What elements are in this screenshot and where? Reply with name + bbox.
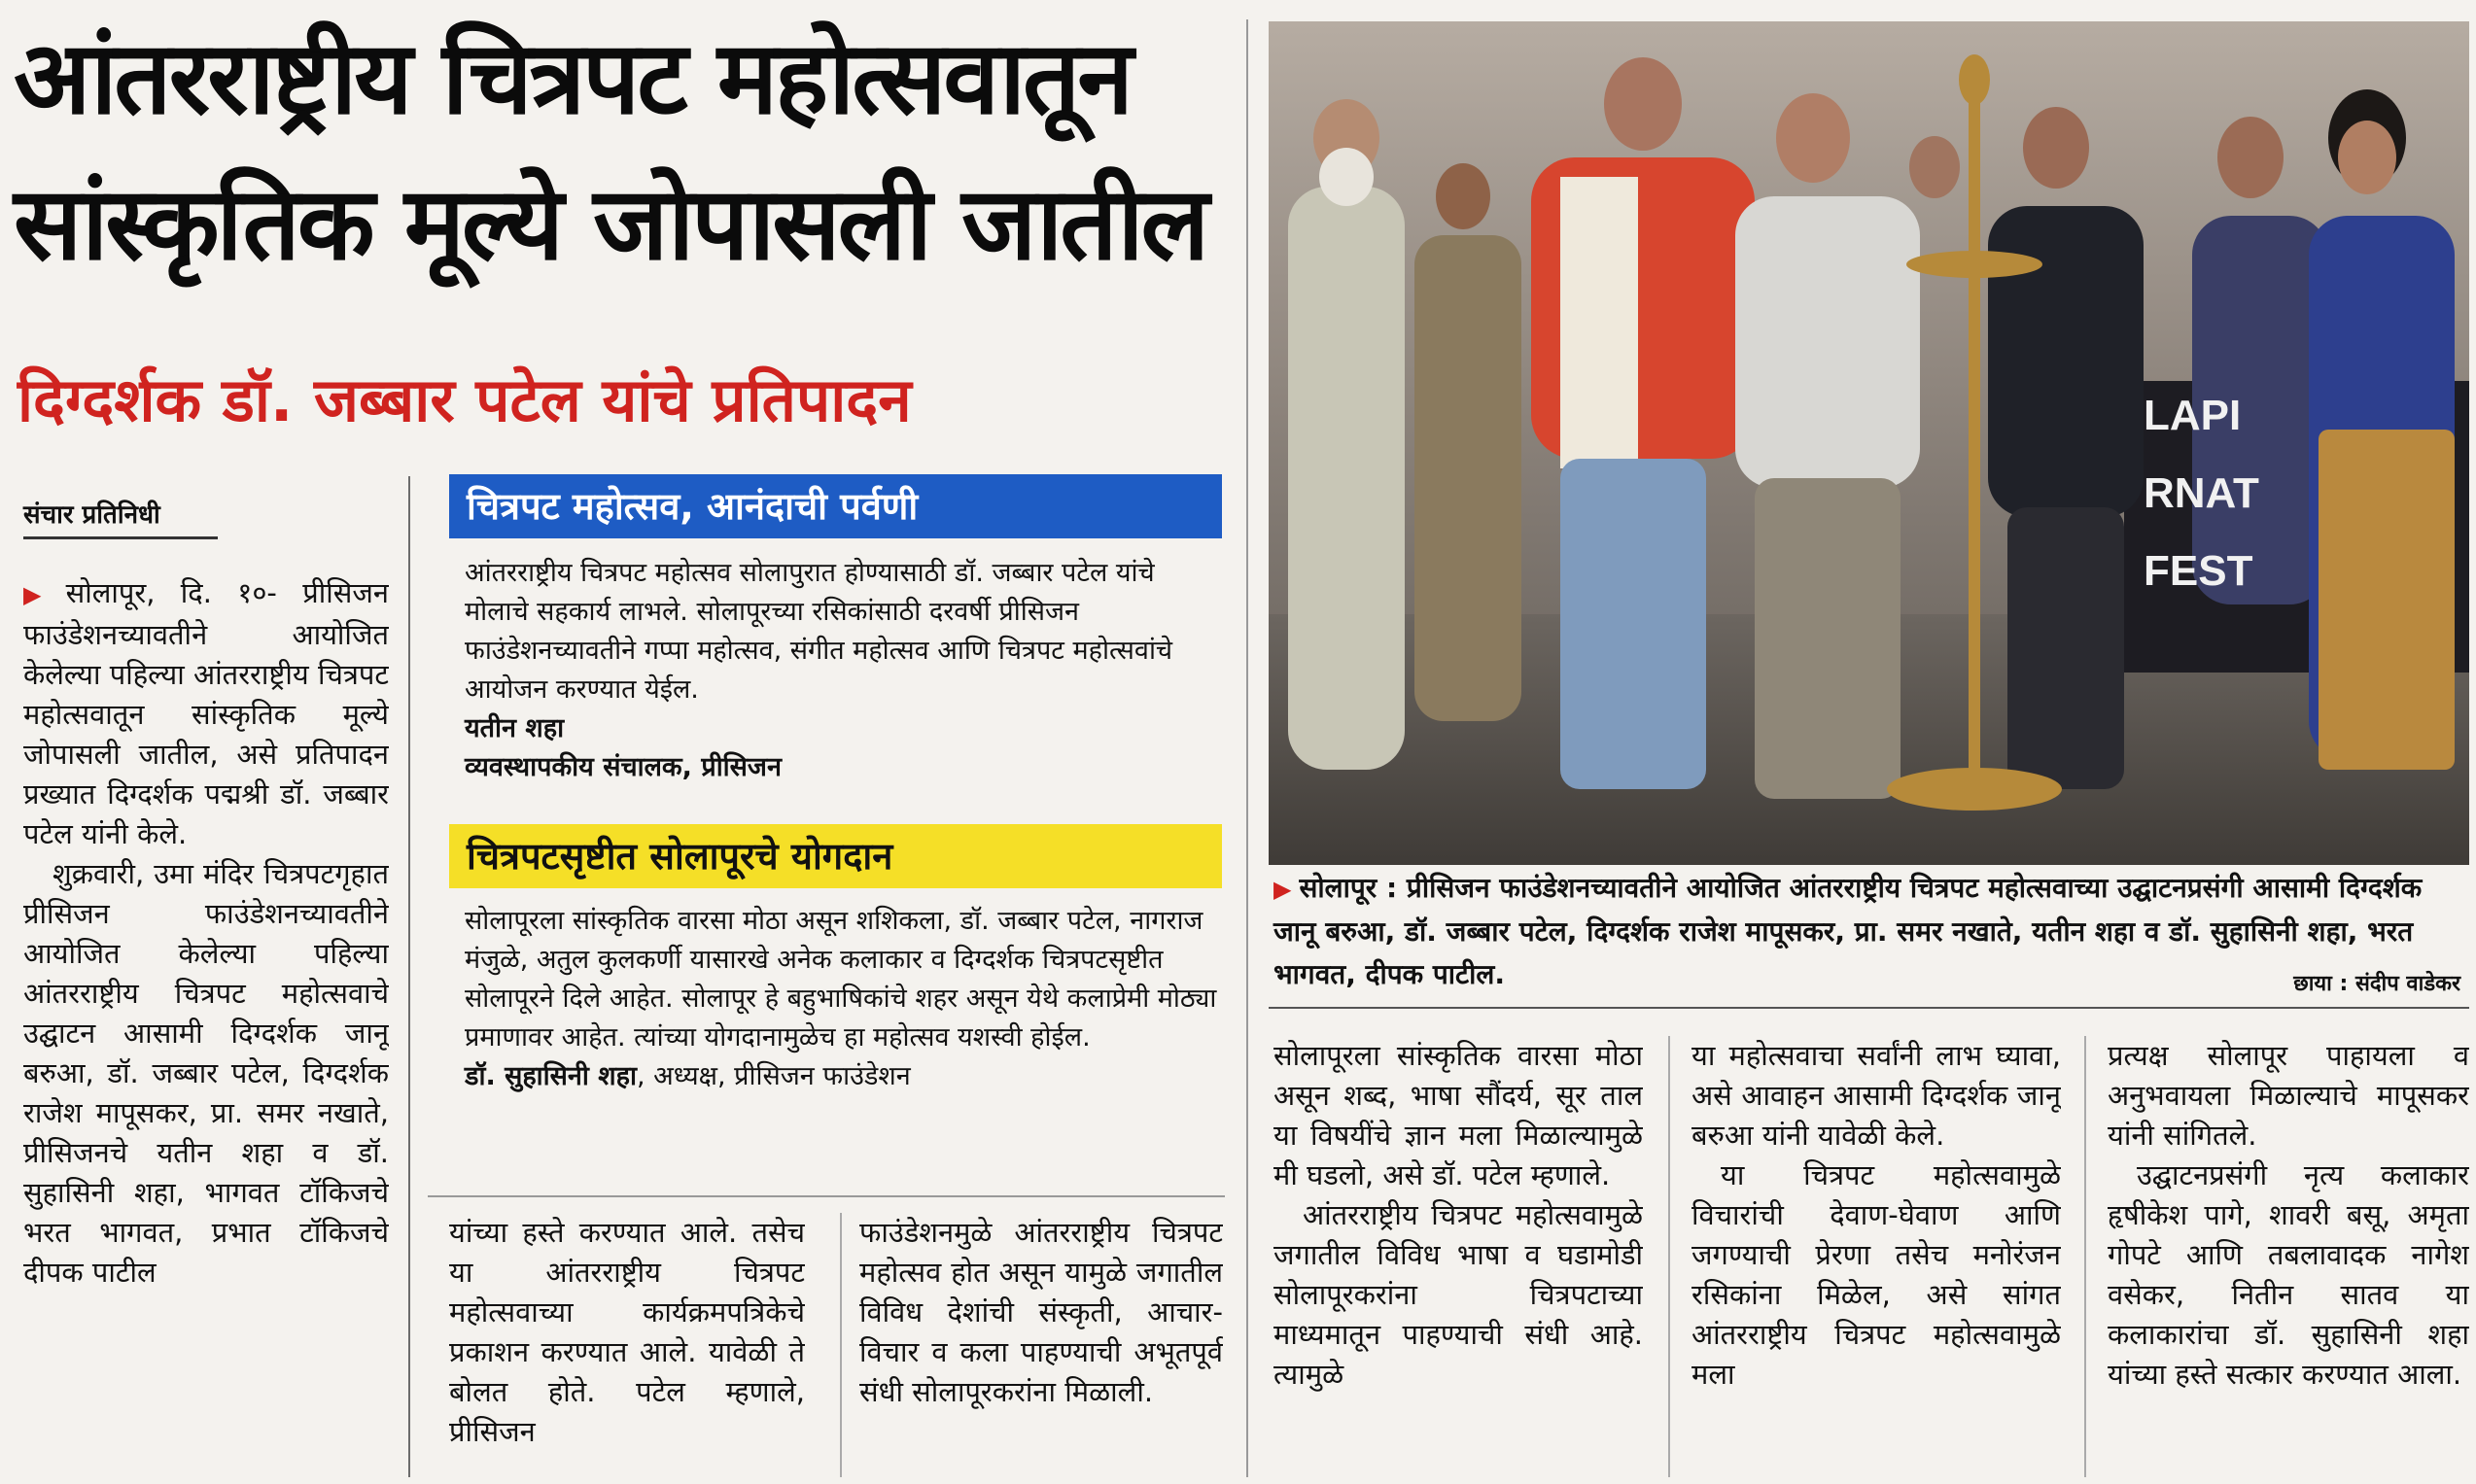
byline: संचार प्रतिनिधी [23,500,160,530]
column-3-text: फाउंडेशनमुळे आंतरराष्ट्रीय चित्रपट महोत्सव होत असून यामुळे जगातील विविध देशांची संस्कृती, आचार-विचार व कला पाहण्याची अभूतपूर्व संधी सोलापूरकरांना मिळाली. [859,1216,1223,1408]
headline-line-1: आंतरराष्ट्रीय चित्रपट महोत्सवातून [14,18,1132,137]
column-1-paragraph-2: शुक्रवारी, उमा मंदिर चित्रपटगृहात प्रीसिजन फाउंडेशनच्यावतीने आयोजित केलेल्या पहिल्या आंतरराष्ट्रीय चित्रपट महोत्सवाचे उद्घाटन आसामी दिग्दर्शक जानू बरुआ, डॉ. जब्बार पटेल, दिग्दर्शक राजेश मापूसकर, प्रा. समर नखाते, प्रीसिजनचे यतीन शहा व डॉ. सुहासिनी शहा, भागवत टॉकिजचे भरत भागवत, प्रभात टॉकिजचे दीपक पाटील [23,857,389,1289]
column-divider [840,1213,842,1477]
column-5-paragraph-2: या चित्रपट महोत्सवामुळे विचारांची देवाण-घेवाण आणि जगण्याची प्रेरणा तसेच मनोरंजन रसिकांना मिळेल, असे सांगत आंतरराष्ट्रीय चित्रपट महोत्सवामुळे मला [1691,1158,2061,1391]
photo-banner-line-2: RNAT [2144,469,2259,517]
caption-arrow-icon: ▶ [1273,876,1292,903]
page-divider [1246,19,1248,1477]
column-5-paragraph-1: या महोत्सवाचा सर्वांनी लाभ घ्यावा, असे आवाहन आसामी दिग्दर्शक जानू बरुआ यांनी यावेळी केले. [1691,1039,2061,1152]
box-1-designation: व्यवस्थापकीय संचालक, प्रीसिजन [465,752,782,782]
box-2-body [465,902,1218,1096]
box-2-text: सोलापूरला सांस्कृतिक वारसा मोठा असून शशिकला, डॉ. जब्बार पटेल, नागराज मंजुळे, अतुल कुलकर्णी यासारखे अनेक कलाकार व दिग्दर्शक चित्रपटसृष्टीत सोलापूरने दिले आहेत. सोलापूर हे बहुभाषिकांचे शहर असून येथे कलाप्रेमी मोठ्या प्रमाणावर आहेत. त्यांच्या योगदानामुळेच हा महोत्सव यशस्वी होईल. [465,906,1217,1053]
column-4-paragraph-2: आंतरराष्ट्रीय चित्रपट महोत्सवामुळे जगातील विविध भाषा व घडामोडी सोलापूरकरांना चित्रपटाच्या माध्यमातून पाहण्याची संधी आहे. त्यामुळे [1273,1198,1643,1391]
byline-underline [23,536,218,539]
column-2-text: यांच्या हस्ते करण्यात आले. तसेच या आंतरराष्ट्रीय चित्रपट महोत्सवाच्या कार्यक्रमपत्रिकेचे प्रकाशन करण्यात आले. यावेळी ते बोलत होते. पटेल म्हणाले, प्रीसिजन [449,1216,805,1448]
bullet-arrow-icon: ▶ [23,581,58,608]
box-2-designation: , अध्यक्ष, प्रीसिजन फाउंडेशन [637,1061,911,1091]
column-divider [1668,1036,1670,1477]
caption-rule [1269,1007,2469,1009]
box-1-signer: यतीन शहा [465,713,565,743]
photo-banner-line-3: FEST [2144,547,2253,595]
box-2-signer: डॉ. सुहासिनी शहा [465,1061,637,1091]
column-6-paragraph-2: उद्घाटनप्रसंगी नृत्य कलाकार हृषीकेश पागे, शावरी बसू, अमृता गोपटे आणि तबलावादक नागेश वसेकर, नितीन सातव या कलाकारांचा डॉ. सुहासिनी शहा यांच्या हस्ते सत्कार करण्यात आला. [2108,1158,2469,1391]
column-1-paragraph-1: सोलापूर, दि. १०- प्रीसिजन फाउंडेशनच्यावतीने आयोजित केलेल्या पहिल्या आंतरराष्ट्रीय चित्रपट महोत्सवातून सांस्कृतिक मूल्ये जोपासली जातील, असे प्रतिपादन प्रख्यात दिग्दर्शक पद्मश्री डॉ. जब्बार पटेल यांनी केले. [23,576,389,850]
box-2-title: चित्रपटसृष्टीत सोलापूरचे योगदान [449,824,1222,888]
column-6-paragraph-1: प्रत्यक्ष सोलापूर पाहायला व अनुभवायला मिळाल्याचे मापूसकर यांनी सांगितले. [2108,1039,2469,1152]
box-bottom-rule [428,1195,1225,1197]
box-1-text: आंतरराष्ट्रीय चित्रपट महोत्सव सोलापुरात होण्यासाठी डॉ. जब्बार पटेल यांचे मोलाचे सहकार्य लाभले. सोलापूरच्या रसिकांसाठी दरवर्षी प्रीसिजन फाउंडेशनच्यावतीने गप्पा महोत्सव, संगीत महोत्सव आणि चित्रपट महोत्सवांचे आयोजन करण्यात येईल. [465,558,1173,705]
subheadline: दिग्दर्शक डॉ. जब्बार पटेल यांचे प्रतिपादन [17,364,912,435]
column-divider [2084,1036,2086,1477]
photo-caption [1273,867,2467,996]
event-photo [1269,21,2469,865]
caption-text: सोलापूर : प्रीसिजन फाउंडेशनच्यावतीने आयोजित आंतरराष्ट्रीय चित्रपट महोत्सवाच्या उद्घाटनप्रसंगी आसामी दिग्दर्शक जानू बरुआ, डॉ. जब्बार पटेल, दिग्दर्शक राजेश मापूसकर, प्रा. समर नखाते, यतीन शहा व डॉ. सुहासिनी शहा, भरत भागवत, दीपक पाटील. [1273,872,2423,990]
photo-banner-line-1: LAPI [2144,392,2242,439]
article-column-4 [1273,1036,1643,1477]
photo-credit: छाया : संदीप वाडेकर [2293,972,2460,996]
box-1-title: चित्रपट महोत्सव, आनंदाची पर्वणी [449,474,1222,538]
headline-line-2: सांस्कृतिक मूल्ये जोपासली जातील [14,164,1207,283]
column-4-paragraph-1: सोलापूरला सांस्कृतिक वारसा मोठा असून शब्द, भाषा सौंदर्य, सूर ताल या विषयींचे ज्ञान मला मिळाल्यामुळे मी घडलो, असे डॉ. पटेल म्हणाले. [1273,1039,1643,1191]
article-column-6 [2108,1036,2469,1477]
article-column-1 [23,573,389,1477]
box-1-body [465,554,1218,787]
article-column-2 [449,1213,805,1477]
column-divider [408,476,410,1477]
article-column-5 [1691,1036,2061,1477]
article-column-3 [859,1213,1223,1477]
